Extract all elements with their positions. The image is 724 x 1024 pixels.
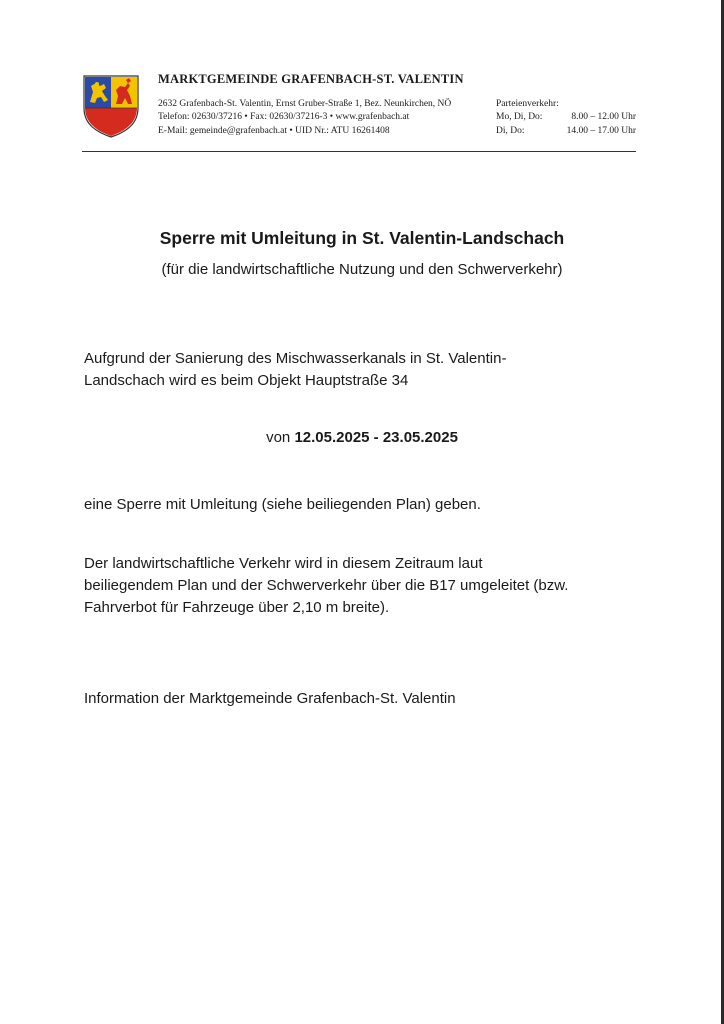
paragraph-line: Fahrverbot für Fahrzeuge über 2,10 m breite).	[84, 599, 390, 616]
paragraph-line: Der landwirtschaftliche Verkehr wird in diesem Zeitraum laut	[84, 555, 483, 572]
header-divider	[82, 151, 636, 152]
paragraph-line: Landschach wird es beim Objekt Hauptstraße 34	[84, 372, 409, 389]
notice-title: Sperre mit Umleitung in St. Valentin-Landschach	[159, 228, 565, 248]
dates-range: 12.05.2025 - 23.05.2025	[294, 429, 458, 446]
coat-of-arms-icon	[82, 74, 140, 138]
office-hours-days: Mo, Di, Do:	[496, 112, 543, 123]
notice-subtitle: (für die landwirtschaftliche Nutzung und den Schwerverkehr)	[161, 261, 563, 278]
letterhead	[82, 70, 636, 152]
dates-prefix: von	[266, 429, 295, 446]
contact-details	[158, 98, 451, 138]
closure-dates	[0, 429, 724, 446]
organization-name: MARKTGEMEINDE GRAFENBACH-ST. VALENTIN	[158, 72, 464, 86]
phone-line: Telefon: 02630/37216 • Fax: 02630/37216-3 • www.grafenbach.at	[158, 112, 410, 123]
office-hours-label: Parteienverkehr:	[496, 99, 559, 109]
office-hours	[496, 98, 636, 138]
office-hours-row	[496, 111, 636, 124]
paragraph-line: beiliegendem Plan und der Schwerverkehr über die B17 umgeleitet (bzw.	[84, 577, 569, 594]
email-line: E-Mail: gemeinde@grafenbach.at • UID Nr.: ATU 16261408	[158, 125, 390, 136]
closing-line: Information der Marktgemeinde Grafenbach-St. Valentin	[84, 690, 456, 707]
office-hours-days: Di, Do:	[496, 125, 525, 136]
address-line: 2632 Grafenbach-St. Valentin, Ernst Gruber-Straße 1, Bez. Neunkirchen, NÖ	[158, 99, 452, 109]
paragraph-closure: eine Sperre mit Umleitung (siehe beiliegenden Plan) geben.	[84, 496, 481, 513]
office-hours-row	[496, 125, 636, 138]
paragraph-line: Aufgrund der Sanierung des Mischwasserkanals in St. Valentin-	[84, 350, 507, 367]
office-hours-time: 14.00 – 17.00 Uhr	[566, 125, 636, 136]
paragraph-detour	[84, 553, 568, 619]
paragraph-reason	[84, 348, 506, 392]
office-hours-time: 8.00 – 12.00 Uhr	[571, 112, 636, 123]
